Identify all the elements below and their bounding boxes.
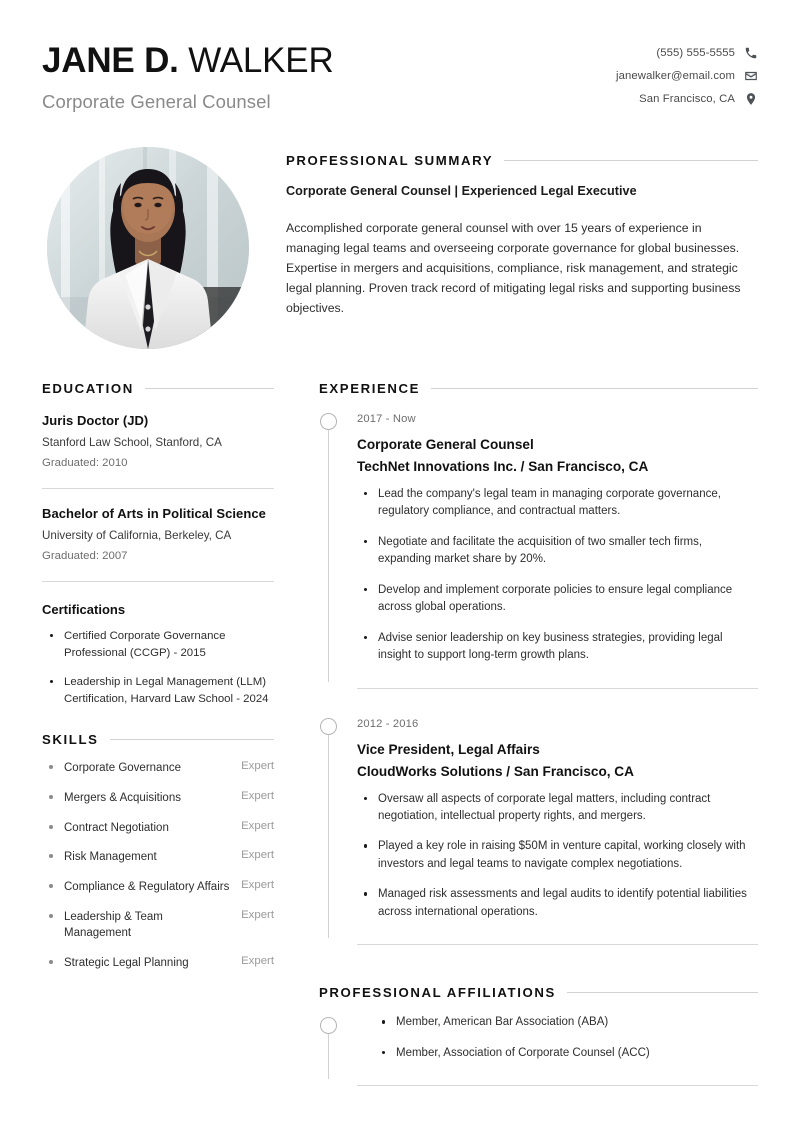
email-icon [744,69,758,83]
skill-name: Mergers & Acquisitions [42,790,231,807]
divider [357,688,758,689]
skill-level: Expert [241,789,274,802]
list-item: Member, American Bar Association (ABA) [375,1014,758,1031]
timeline-entry [319,1014,758,1079]
divider [42,581,274,582]
list-item: Advise senior leadership on key business strategies, providing legal insight to support long-term growth plans. [357,630,758,665]
experience-dates: 2012 - 2016 [357,717,419,730]
affiliations-section-header [319,985,758,1000]
education-heading: EDUCATION [42,380,134,396]
list-item: Managed risk assessments and legal audits to identify potential liabilities across international operations. [357,886,758,921]
timeline-line [328,424,329,682]
timeline-entry [319,410,758,682]
phone-icon [744,46,758,60]
experience-bullets [357,486,758,665]
heading-rule [431,388,758,389]
timeline-entry [319,715,758,939]
left-column [42,381,274,985]
education-section-header [42,381,274,396]
list-item [42,849,274,866]
experience-bullets [357,791,758,922]
header-job-title: Corporate General Counsel [42,90,271,112]
list-item [42,790,274,807]
skill-name: Corporate Governance [42,760,231,777]
heading-rule [110,739,275,740]
experience-dates: 2017 - Now [357,412,416,425]
skill-level: Expert [241,849,274,862]
last-name: WALKER [188,41,334,80]
summary-heading: PROFESSIONAL SUMMARY [286,152,494,168]
location-pin-icon [744,92,758,106]
contact-email-text: janewalker@email.com [616,70,735,82]
education-graduated: Graduated: 2010 [42,456,128,469]
list-item: Develop and implement corporate policies to ensure legal compliance across global operations. [357,582,758,617]
skill-name: Compliance & Regulatory Affairs [42,879,231,896]
list-item: Leadership in Legal Management (LLM) Certification, Harvard Law School - 2024 [42,674,274,708]
heading-rule [145,388,274,389]
experience-role: Corporate General Counsel [357,436,534,452]
timeline-dot-icon [320,413,337,430]
skill-name: Risk Management [42,849,231,866]
heading-rule [504,160,758,161]
skill-level: Expert [241,954,274,967]
right-column [319,381,758,1100]
affiliations-block [319,1014,758,1100]
experience-item [319,715,758,960]
divider [357,944,758,945]
resume-header [0,0,800,113]
experience-company: TechNet Innovations Inc. / San Francisco, CA [357,458,649,474]
profile-photo [47,147,249,349]
summary-body: Accomplished corporate general counsel with over 15 years of experience in managing legal teams and overseeing corporate governance for global businesses. Expertise in mergers and acquisitions, compliance, risk management, and strategic legal planning. Proven track record of mitigating legal risks and supporting business objectives. [286,220,741,315]
list-item: Member, Association of Corporate Counsel (ACC) [375,1045,758,1062]
list-item [42,760,274,777]
list-item: Oversaw all aspects of corporate legal matters, including contract negotiation, intellectual property rights, and mergers. [357,791,758,826]
photo-column [42,139,254,349]
list-item [42,909,274,942]
certifications-heading: Certifications [42,601,126,617]
main-columns [0,349,800,1100]
list-item: Certified Corporate Governance Professional (CCGP) - 2015 [42,628,274,662]
summary-headline: Corporate General Counsel | Experienced Legal Executive [286,183,637,198]
experience-section-header [319,381,758,396]
contact-list [616,38,758,106]
name-block [42,38,334,113]
skills-section-header [42,732,274,747]
education-school: Stanford Law School, Stanford, CA [42,435,222,449]
affiliations-heading: PROFESSIONAL AFFILIATIONS [319,985,556,1001]
experience-heading: EXPERIENCE [319,380,421,396]
contact-phone-text: (555) 555-5555 [656,47,735,59]
page-title [42,42,334,80]
timeline-line [328,1028,329,1079]
experience-role: Vice President, Legal Affairs [357,741,540,757]
skill-name: Contract Negotiation [42,820,231,837]
affiliations-list [357,1014,758,1062]
education-item [42,413,274,469]
list-item: Played a key role in raising $50M in venture capital, working closely with investors and legal teams to navigate complex negotiations. [357,838,758,873]
intro-section [0,113,800,349]
list-item [42,879,274,896]
list-item: Negotiate and facilitate the acquisition of two smaller tech firms, expanding market share by 20%. [357,534,758,569]
list-item [42,820,274,837]
education-graduated: Graduated: 2007 [42,549,128,562]
timeline-dot-icon [320,718,337,735]
divider [42,488,274,489]
education-degree: Bachelor of Arts in Political Science [42,505,266,521]
first-name: JANE D. [42,41,179,80]
list-item [42,955,274,972]
heading-rule [567,992,758,993]
timeline-dot-icon [320,1017,337,1034]
skill-level: Expert [241,878,274,891]
skill-level: Expert [241,819,274,832]
contact-phone[interactable] [656,46,758,60]
education-school: University of California, Berkeley, CA [42,528,232,542]
certifications-list [42,628,274,708]
divider [357,1085,758,1086]
skill-level: Expert [241,760,274,773]
list-item: Lead the company's legal team in managing corporate governance, regulatory compliance, and contractual matters. [357,486,758,521]
education-degree: Juris Doctor (JD) [42,412,149,428]
contact-location[interactable] [639,92,758,106]
experience-item [319,410,758,703]
skills-heading: SKILLS [42,732,99,748]
summary-section-header [286,153,758,168]
skill-name: Strategic Legal Planning [42,955,231,972]
skill-name: Leadership & Team Management [42,909,231,942]
experience-company: CloudWorks Solutions / San Francisco, CA [357,763,634,779]
contact-location-text: San Francisco, CA [639,93,735,105]
education-item [42,506,274,562]
skill-level: Expert [241,908,274,921]
summary-section [286,139,758,349]
timeline-line [328,729,329,939]
avatar [47,147,249,349]
contact-email[interactable] [616,69,758,83]
skills-list [42,760,274,971]
